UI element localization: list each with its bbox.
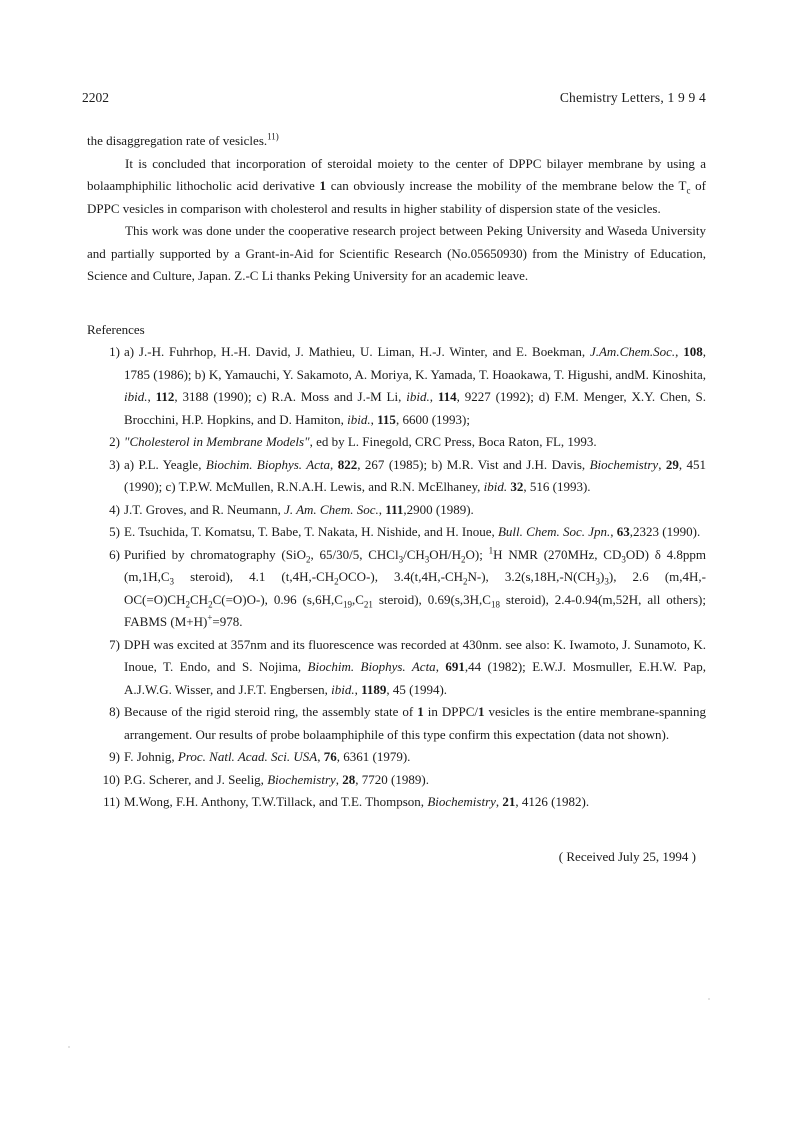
reference-list [87,341,706,814]
reference-item: 1) a) J.-H. Fuhrhop, H.-H. David, J. Mathieu, U. Liman, H.-J. Winter, and E. Boekman, J.Am.Chem.Soc., 108, 1785 (1986); b) K, Yamauchi, Y. Sakamoto, A. Moriya, K. Yamada, T. Hoaokawa, T. Higushi, andM. Kinoshita, ibid., 112, 3188 (1990); c) R.A. Moss and J.-M Li, ibid., 114, 9227 (1992); d) F.M. Menger, X.Y. Chen, S. Brocchini, H.P. Hopkins, and D. Hamiton, ibid., 115, 6600 (1993); [87,341,706,431]
references-heading: References [87,322,145,337]
reference-item: 8) Because of the rigid steroid ring, the assembly state of 1 in DPPC/1 vesicles is the entire membrane-spanning arrangement. Our results of probe bolaamphiphile of this type confirm this expectation (data not shown). [87,701,706,746]
received-date: ( Received July 25, 1994 ) [558,849,696,864]
compound-number: 1 [319,178,326,193]
reference-number: 11) [103,794,120,809]
reference-item: 9) F. Johnig, Proc. Natl. Acad. Sci. USA, 76, 6361 (1979). [87,746,706,769]
reference-number: 7) [109,636,120,652]
reference-number: 10) [102,771,120,787]
reference-number: 6) [109,546,120,562]
scan-speck [708,998,710,1000]
article-body [87,130,706,288]
reference-number: 9) [109,749,120,764]
paragraph-conclusion: It is concluded that incorporation of steroidal moiety to the center of DPPC bilayer membrane by using a bolaamphiphilic lithocholic acid derivative 1 can obviously increase the mobility of the membrane below the $T_c$ of DPPC vesicles in comparison with cholesterol and results in higher stability of dispersion state of the vesicles. [87,155,706,216]
reference-number: 8) [109,704,120,719]
journal-running-title: Chemistry Letters, 1 9 9 4 [559,90,706,105]
reference-item: 11) M.Wong, F.H. Anthony, T.W.Tillack, and T.E. Thompson, Biochemistry, 21, 4126 (1982). [87,791,706,814]
reference-item: 6) Purified by chromatography (SiO$_2$, 65/30/5, $CHCl_3/CH_3OH/H_2O$); $^1$H NMR (270MHz, $CD_3OD$) δ 4.8ppm ($m,1H,C_3$ steroid), 4.1 $(t,4H,-CH_2OCO-)$, $3.4(t,4H,-CH_2N-)$, $3.2(s,18H,-N(CH_3)_3)$, 2.6 $(m,4H,-OC(=O)CH_2CH_2C(=O)O-)$, 0.96 ($s,6H,C_{19},C_{21}$ steroid), $0.69(s,3H,C_{18}$ steroid), 2.4-0.94(m,52H, all others); FABMS (M+H)+=978. [87,544,706,634]
reference-number: 3) [109,456,120,472]
scan-speck [68,1046,70,1048]
reference-item: 7) DPH was excited at 357nm and its fluorescence was recorded at 430nm. see also: K. Iwamoto, J. Sunamoto, K. Inoue, T. Endo, and S. Nojima, Biochim. Biophys. Acta, 691,44 (1982); E.W.J. Mosmuller, E.H.W. Pap, A.J.W.G. Wisser, and J.F.T. Engbersen, ibid., 1189, 45 (1994). [87,634,706,702]
reference-number: 5) [109,524,120,539]
page-number: 2202 [82,90,109,105]
reference-number: 2) [109,434,120,449]
reference-number: 4) [109,501,120,517]
paragraph-acknowledgement: This work was done under the cooperative research project between Peking University and Waseda University and partially supported by a Grant-in-Aid for Scientific Research (No.05650930) from the Ministry of Education, Science and Culture, Japan. Z.-C Li thanks Peking University for an academic leave. [87,223,706,283]
reference-item: 5) E. Tsuchida, T. Komatsu, T. Babe, T. Nakata, H. Nishide, and H. Inoue, Bull. Chem. Soc. Jpn., 63,2323 (1990). [87,521,706,544]
reference-item: 4) J.T. Groves, and R. Neumann, J. Am. Chem. Soc., 111,2900 (1989). [87,499,706,522]
citation-superscript: 11) [267,131,279,142]
reference-item: 3) a) P.L. Yeagle, Biochim. Biophys. Acta, 822, 267 (1985); b) M.R. Vist and J.H. Davis, Biochemistry, 29, 451 (1990); c) T.P.W. McMullen, R.N.A.H. Lewis, and R.N. McElhaney, ibid. 32, 516 (1993). [87,454,706,499]
reference-item: 10) P.G. Scherer, and J. Seelig, Biochemistry, 28, 7720 (1989). [87,769,706,792]
paragraph-continuation: the disaggregation rate of vesicles.$^{11)}$ [87,131,279,148]
page-header [82,88,706,108]
reference-number: 1) [109,344,120,359]
reference-item: 2) "Cholesterol in Membrane Models", ed by L. Finegold, CRC Press, Boca Raton, FL, 1993. [87,431,706,454]
